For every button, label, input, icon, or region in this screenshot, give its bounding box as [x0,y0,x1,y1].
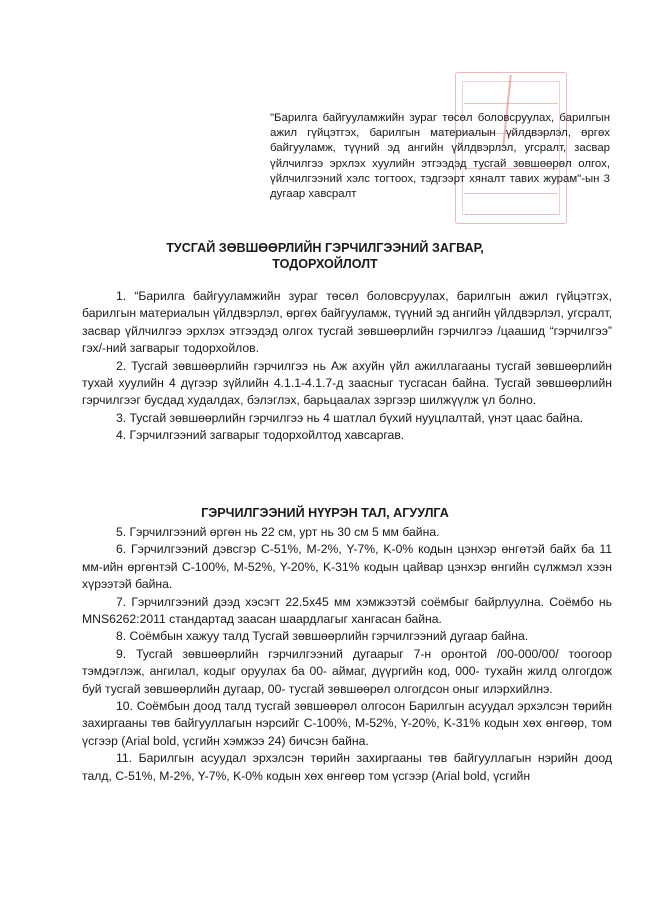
heading-1-line-2: ТОДОРХОЙЛОЛТ [272,257,378,271]
paragraph-7: 7. Гэрчилгээний дээд хэсэгт 22.5x45 мм хэмжээтэй соёмбыг байрлуулна. Соёмбо нь MNS6262:2011 стандартад заасан шаардлагыг хангасан байна. [82,594,612,627]
appendix-reference: "Барилга байгууламжийн зураг төсөл боловсруулах, барилгын ажил гүйцэтгэх, барилгын материалын үйлдвэрлэл, өргөх байгууламж, түүний эд ангийн үйлдвэрлэл, угсралт, засвар үйлчилгээ эрхлэх хуулийн этгээдэд тусгай зөвшөөрөл олгох, үйлчилгээний хэлс тогтоох, тэдгээрт хяналт тавих журам"-ын 3 дугаар хавсралт [270,112,610,201]
paragraph-10: 10. Соёмбын доод талд тусгай зөвшөөрөл олгосон Барилгын асуудал эрхэлсэн төрийн захиргааны төв байгууллагын нэрсийг C-100%, M-52%, Y-20%, K-31% кодын хөх өнгөөр, том үсгээр (Arial bold, үсгийн хэмжээ 24) бичсэн байна. [82,699,612,748]
section-1-body [82,288,612,445]
paragraph-2: 2. Тусгай зөвшөөрлийн гэрчилгээ нь Аж ахуйн үйл ажиллагааны тусгай зөвшөөрлийн тухай хуулийн 4 дүгээр зүйлийн 4.1.1-4.1.7-д заасныг тусгасан байна. Тусгай зөвшөөрлийн гэрчилгээг бусдад худалдах, бэлэглэх, барьцаалах зэргээр шилжүүлж үл болно. [82,358,612,408]
paragraph-5: 5. Гэрчилгээний өргөн нь 22 см, урт нь 30 см 5 мм байна. [116,525,440,539]
heading-1-line-1: ТУСГАЙ ЗӨВШӨӨРЛИЙН ГЭРЧИЛГЭЭНИЙ ЗАГВАР, [166,241,484,255]
section-heading-1 [60,240,590,272]
paragraph-1: 1. “Барилга байгууламжийн зураг төсөл боловсруулах, барилгын ажил гүйцэтгэх, барилгын материалын үйлдвэрлэл, өргөх байгууламж, түүний эд ангийн үйлдвэрлэл, угсралт, засвар үйлчилгээ эрхлэх этгээдэд олгох тусгай зөвшөөрлийн гэрчилгээ /цаашид “гэрчилгээ” гэх/-ний загварыг тодорхойлов. [82,289,612,356]
paragraph-4: 4. Гэрчилгээний загварыг тодорхойлтод хавсаргав. [116,428,405,443]
section-2-body [82,524,612,785]
section-heading-2: ГЭРЧИЛГЭЭНИЙ НҮҮРЭН ТАЛ, АГУУЛГА [201,506,449,520]
paragraph-9: 9. Тусгай зөвшөөрлийн гэрчилгээний дугаарыг 7-н оронтой /00-000/00/ тоогоор тэмдэглэж, ангилал, кодыг оруулах ба 00- аймаг, дүүргийн код, 000- тухайн жилд олгогдож буй тусгай зөвшөөрлийн дугаар, 00- тусгай зөвшөөрөл олгогдсон оныг илэрхийлнэ. [82,646,612,696]
paragraph-11: 11. Барилгын асуудал эрхэлсэн төрийн захиргааны төв байгууллагын нэрийн доод талд, C-51%, M-2%, Y-7%, K-0% кодын хөх өнгөөр том үсгээр (Arial bold, үсгийн [82,751,612,783]
paragraph-8: 8. Соёмбын хажуу талд Тусгай зөвшөөрлийн гэрчилгээний дугаар байна. [116,629,529,644]
paragraph-6: 6. Гэрчилгээний дэвсгэр C-51%, M-2%, Y-7%, K-0% кодын цэнхэр өнгөтэй байх ба 11 мм-ийн өргөнтэй C-100%, M-52%, Y-20%, K-31% кодын цайвар цэнхэр өнгийн сүлжмэл хээн хүрээтэй байна. [82,542,612,592]
paragraph-3: 3. Тусгай зөвшөөрлийн гэрчилгээ нь 4 шатлал бүхий нууцлалтай, үнэт цаас байна. [116,410,584,425]
